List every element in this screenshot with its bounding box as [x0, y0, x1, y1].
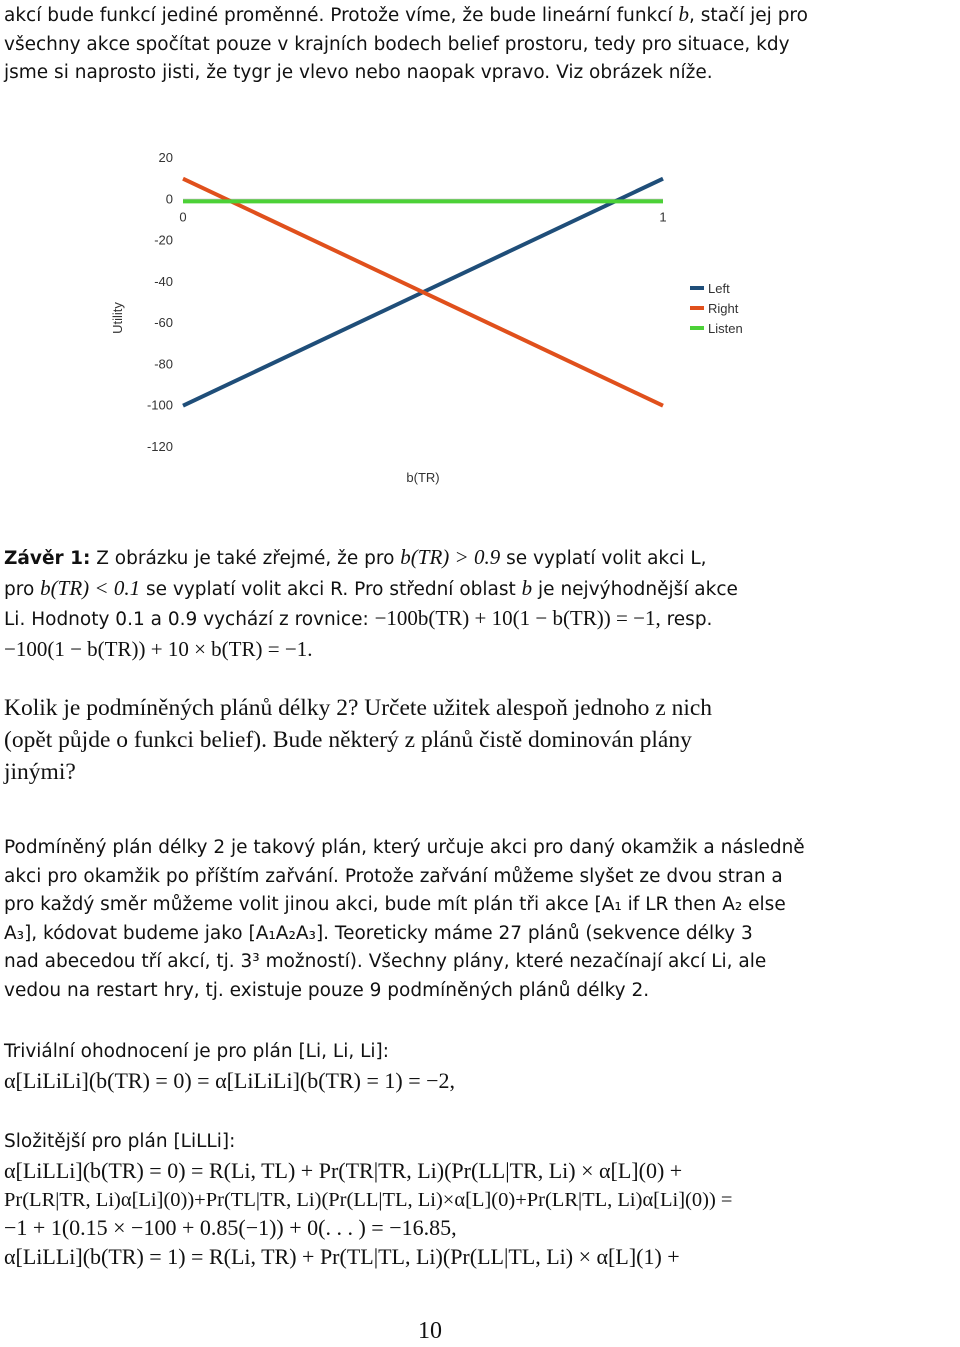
conclusion-text: se vyplatí volit akci R. Pro střední oblast: [145, 578, 516, 600]
answer-paragraph: [4, 834, 954, 1005]
series-lines: [183, 179, 663, 406]
legend-label: Left: [708, 281, 730, 296]
conclusion-text: Z obrázku je také zřejmé, že pro: [96, 548, 395, 569]
complex-formula-3: −1 + 1(0.15 × −100 + 0.85(−1)) + 0(. . . ) = −16.85,: [4, 1215, 457, 1240]
trivial-formula: α[LiLiLi](b(TR) = 0) = α[LiLiLi](b(TR) = 1) = −2,: [4, 1068, 456, 1093]
complex-heading: [4, 1128, 954, 1157]
intro-text: akcí bude funkcí jediné proměnné. Protože víme, že bude lineární funkcí: [4, 5, 673, 26]
legend-label: Listen: [708, 321, 743, 336]
conclusion-text: se vyplatí volit akci L,: [506, 548, 707, 569]
answer-line-2: akci pro okamžik po příštím zařvání. Protože zařvání můžeme slyšet ze dvou stran a: [4, 865, 783, 887]
complex-formula-4: α[LiLLi](b(TR) = 1) = R(Li, TR) + Pr(TL|TL, Li)(Pr(LL|TL, Li) × α[L](1) +: [4, 1244, 680, 1269]
x-tick-label: 1: [659, 209, 667, 225]
y-tick-label: -20: [154, 232, 173, 248]
y-tick-label: 0: [165, 191, 173, 207]
answer-line-6: vedou na restart hry, tj. existuje pouze 9 podmíněných plánů délky 2.: [4, 979, 650, 1001]
x-axis-label: b(TR): [406, 470, 440, 485]
conclusion-text: resp.: [666, 609, 713, 630]
page-number: 10: [418, 1318, 442, 1344]
trivial-line-1: Triviální ohodnocení je pro plán [Li, Li, Li]:: [4, 1041, 389, 1062]
math-var: b: [521, 575, 533, 600]
conclusion-text: je nejvýhodnější akce: [538, 578, 738, 600]
conclusion-line-3: [4, 604, 954, 635]
answer-line-5: nad abecedou tří akcí, tj. 3³ možností). Všechny plány, které nezačínají akcí Li, ale: [4, 951, 767, 972]
math-equation: −100(1 − b(TR)) + 10 × b(TR) = −1.: [4, 636, 313, 661]
conclusion-line-2: [4, 574, 954, 605]
complex-formula-1: α[LiLLi](b(TR) = 0) = R(Li, TL) + Pr(TR|TR, Li)(Pr(LL|TR, Li) × α[L](0) +: [4, 1158, 683, 1183]
question-line-2: (opět půjde o funkci belief). Bude některý z plánů čistě dominován plány: [4, 727, 692, 753]
intro-paragraph: [4, 0, 954, 88]
x-tick-label: 0: [179, 209, 187, 225]
conclusion-line-4: [4, 635, 954, 666]
legend-label: Right: [708, 301, 739, 316]
question-line-1: Kolik je podmíněných plánů délky 2? Určete užitek alespoň jednoho z nich: [4, 695, 713, 721]
y-tick-label: -80: [154, 356, 173, 372]
conclusion-label: Závěr 1:: [4, 548, 91, 569]
y-tick-label: -100: [146, 397, 173, 413]
intro-line-2: všechny akce spočítat pouze v krajních bodech belief prostoru, tedy pro situace, kdy: [4, 33, 790, 55]
y-tick-label: -40: [154, 273, 173, 289]
intro-line-3: jsme si naprosto jisti, že tygr je vlevo nebo naopak vpravo. Viz obrázek níže.: [4, 62, 713, 83]
math-inline: b(TR) > 0.9: [400, 545, 501, 569]
question-paragraph: [4, 692, 712, 788]
intro-line-1: [4, 0, 954, 31]
y-tick-label: -60: [154, 315, 173, 331]
math-equation: −100b(TR) + 10(1 − b(TR)) = −1,: [374, 606, 661, 630]
conclusion-line-1: [4, 543, 954, 574]
utility-chart: [100, 140, 820, 500]
trivial-heading: [4, 1038, 954, 1067]
y-tick-label: 20: [158, 150, 173, 165]
complex-line-1: Složitější pro plán [LiLLi]:: [4, 1131, 236, 1152]
answer-line-3: pro každý směr můžeme volit jinou akci, bude mít plán tři akce [A₁ if LR then A₂ else: [4, 894, 786, 915]
y-axis-label: Utility: [110, 302, 125, 334]
conclusion-text: Li. Hodnoty 0.1 a 0.9 vychází z rovnice:: [4, 609, 369, 630]
conclusion-text: pro: [4, 578, 35, 600]
answer-line-1: Podmíněný plán délky 2 je takový plán, který určuje akci pro daný okamžik a následně: [4, 837, 805, 858]
complex-formula-2: Pr(LR|TR, Li)α[Li](0))+Pr(TL|TR, Li)(Pr(LL|TL, Li)×α[L](0)+Pr(LR|TL, Li)α[Li](0)) =: [4, 1189, 733, 1211]
y-tick-label: -120: [146, 439, 173, 454]
answer-line-4: A₃], kódovat budeme jako [A₁A₂A₃]. Teoreticky máme 27 plánů (sekvence délky 3: [4, 922, 753, 944]
y-tick-labels: [147, 150, 173, 454]
math-var: b: [678, 2, 689, 26]
question-line-3: jinými?: [4, 759, 76, 785]
conclusion-paragraph: [4, 543, 954, 665]
math-inline: b(TR) < 0.1: [40, 575, 141, 600]
chart-legend: [690, 281, 743, 336]
intro-text: , stačí jej pro: [688, 5, 808, 26]
